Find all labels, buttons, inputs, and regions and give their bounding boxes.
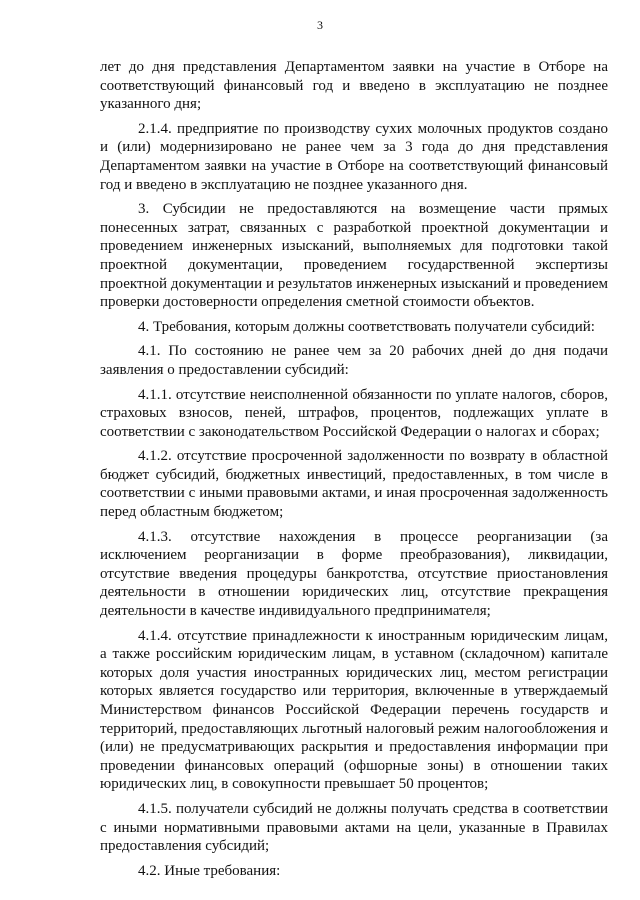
document-body bbox=[100, 58, 608, 886]
paragraph-4-1: 4.1. По состоянию не ранее чем за 20 рабочих дней до дня подачи заявления о предоставлении субсидий: bbox=[100, 343, 608, 378]
paragraph-4-1-2: 4.1.2. отсутствие просроченной задолженности по возврату в областной бюджет субсидий, бюджетных инвестиций, предоставленных, в том числе в соответствии с иными правовыми актами, и иная просроченная задолженность перед областным бюджетом; bbox=[100, 448, 608, 521]
paragraph-3: 3. Субсидии не предоставляются на возмещение части прямых понесенных затрат, связанных с разработкой проектной документации и проведением инженерных изысканий, выполняемых для подготовки такой проектной документации, проведением государственной экспертизы проектной документации и результатов инженерных изысканий и проведением проверки достоверности определения сметной стоимости объектов. bbox=[100, 201, 608, 311]
paragraph-4: 4. Требования, которым должны соответствовать получатели субсидий: bbox=[138, 318, 595, 335]
paragraph-continuation: лет до дня представления Департаментом заявки на участие в Отборе на соответствующий финансовый год и введено в эксплуатацию не позднее указанного дня; bbox=[100, 59, 608, 113]
paragraph-4-1-3: 4.1.3. отсутствие нахождения в процессе реорганизации (за исключением реорганизации в форме преобразования), ликвидации, отсутствие введения процедуры банкротства, отсутствие приостановления деятельности в отношении юридических лиц, отсутствие прекращения деятельности в качестве индивидуального предпринимателя; bbox=[100, 528, 608, 620]
paragraph-2-1-4: 2.1.4. предприятие по производству сухих молочных продуктов создано и (или) модернизировано не ранее чем за 3 года до дня представления Департаментом заявки на участие в Отборе на соответствующий финансовый год и введено в эксплуатацию не позднее указанного дня. bbox=[100, 120, 608, 193]
page-number: 3 bbox=[317, 18, 323, 32]
paragraph-4-1-5: 4.1.5. получатели субсидий не должны получать средства в соответствии с иными нормативными правовыми актами на цели, указанные в Правилах предоставления субсидий; bbox=[100, 800, 608, 855]
paragraph-4-2: 4.2. Иные требования: bbox=[138, 862, 281, 879]
paragraph-4-1-4: 4.1.4. отсутствие принадлежности к иностранным юридическим лицам, а также российским юридическим лицам, в уставном (складочном) капитале которых доля участия иностранных юридических лиц, местом регистрации которых является государство или территория, включенные в утверждаемый Министерством финансов Российской Федерации перечень государств и территорий, предоставляющих льготный налоговый режим налогообложения и (или) не предусматривающих раскрытия и предоставления информации при проведении финансовых операций (офшорные зоны) в отношении таких юридических лиц, в совокупности превышает 50 процентов; bbox=[100, 627, 608, 793]
paragraph-4-1-1: 4.1.1. отсутствие неисполненной обязанности по уплате налогов, сборов, страховых взносов, пеней, штрафов, процентов, подлежащих уплате в соответствии с законодательством Российской Федерации о налогах и сборах; bbox=[100, 386, 608, 440]
